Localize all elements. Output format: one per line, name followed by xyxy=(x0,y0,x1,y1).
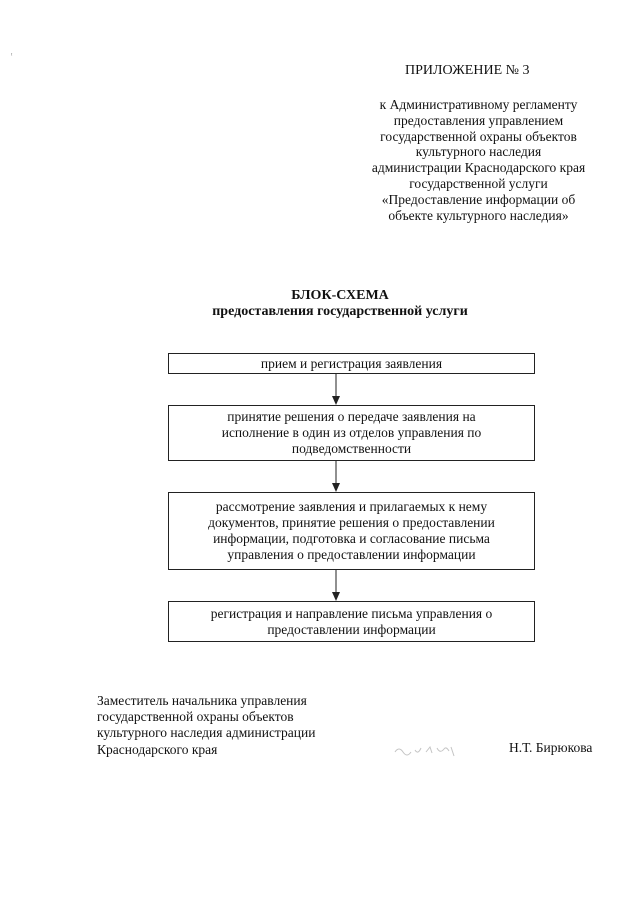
appendix-line: культурного наследия xyxy=(415,144,542,160)
appendix-line: «Предоставление информации об xyxy=(381,191,576,207)
signer-position-line: культурного наследия администрации xyxy=(97,725,316,741)
signer-name: Н.Т. Бирюкова xyxy=(509,740,593,755)
signer-position-line: Краснодарского края xyxy=(97,741,218,757)
flow-step-text: рассмотрение заявления и прилагаемых к нему xyxy=(215,499,488,515)
appendix-line: государственной услуги xyxy=(409,175,548,191)
schema-title: БЛОК-СХЕМА xyxy=(291,288,389,303)
margin-mark: ᶦ xyxy=(11,50,13,60)
flow-step-text: управления о предоставлении информации xyxy=(227,546,476,562)
flow-step-text: принятие решения о передаче заявления на xyxy=(227,409,476,425)
flow-step-text: предоставлении информации xyxy=(267,621,436,637)
flow-step-4 xyxy=(168,601,535,642)
signer-position-line: Заместитель начальника управления xyxy=(97,693,307,708)
flow-step-text: подведомственности xyxy=(291,440,412,456)
schema-heading xyxy=(120,288,560,320)
appendix-line: администрации Краснодарского края xyxy=(371,160,586,176)
appendix-title: ПРИЛОЖЕНИЕ № 3 xyxy=(405,63,530,78)
appendix-line: государственной охраны объектов xyxy=(380,128,577,144)
appendix-line: объекте культурного наследия» xyxy=(388,207,569,223)
flow-step-2 xyxy=(168,405,535,461)
appendix-line: к Административному регламенту xyxy=(379,97,578,112)
appendix-description xyxy=(356,97,601,223)
flow-step-text: документов, принятие решения о предоставлении xyxy=(208,515,495,531)
flow-step-3 xyxy=(168,492,535,570)
signer-position xyxy=(97,693,315,758)
flow-step-text: регистрация и направление письма управления о xyxy=(210,605,493,621)
flow-arrow-3 xyxy=(330,570,342,601)
flow-step-text: информации, подготовка и согласование письма xyxy=(213,531,490,546)
flow-step-text: исполнение в один из отделов управления по xyxy=(221,425,482,441)
flow-arrow-2 xyxy=(330,461,342,492)
signature-scribble xyxy=(393,740,463,760)
signer-position-line: государственной охраны объектов xyxy=(97,709,294,725)
appendix-line: предоставления управлением xyxy=(393,112,564,128)
schema-subtitle: предоставления государственной услуги xyxy=(212,304,468,319)
flow-step-1 xyxy=(168,353,535,374)
flow-step-text: прием и регистрация заявления xyxy=(260,355,443,371)
flow-arrow-1 xyxy=(330,374,342,405)
